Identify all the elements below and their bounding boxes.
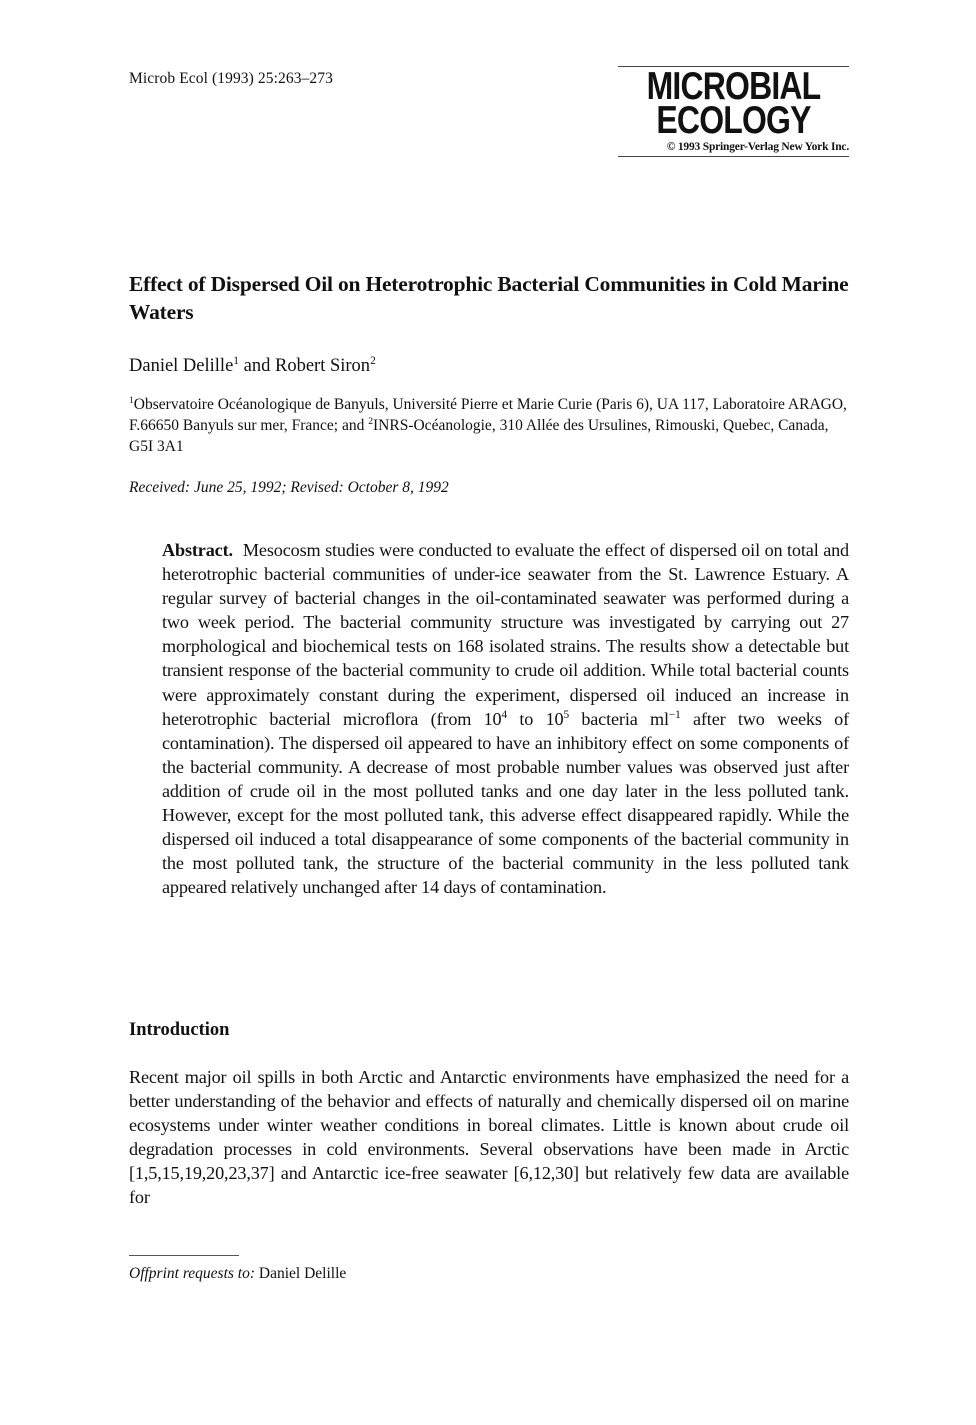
exponent: 4	[501, 708, 507, 721]
journal-name-line2: ECOLOGY	[656, 99, 811, 142]
section-heading-introduction: Introduction	[129, 1020, 230, 1040]
abstract-text: bacteria ml	[568, 708, 669, 729]
exponent: −1	[668, 708, 681, 721]
author-joiner: and	[239, 356, 275, 376]
affiliation-mark: 1	[233, 354, 240, 367]
introduction-paragraph: Recent major oil spills in both Arctic and Antarctic environments have emphasized the need for a better understanding of the behavior and effects of naturally and chemically dispersed oil on marine ecosystems under winter weather conditions in boreal climates. Little is known about crude oil degradation processes in cold environments. Several observations have been made in Arctic [1,5,15,19,20,23,37] and Antarctic ice-free seawater [6,12,30] but relatively few data are available for	[129, 1067, 849, 1208]
affiliation-mark: 1	[129, 394, 134, 406]
article-title: Effect of Dispersed Oil on Heterotrophic Bacterial Communities in Cold Marine Waters	[129, 272, 849, 324]
abstract-text: to 10	[507, 708, 564, 729]
footnote-label: Offprint requests to:	[129, 1265, 256, 1282]
copyright-notice: © 1993 Springer-Verlag New York Inc.	[666, 141, 849, 153]
author-list	[129, 356, 376, 377]
author-name: Daniel Delille	[129, 356, 234, 376]
received-revised-dates: Received: June 25, 1992; Revised: October 8, 1992	[129, 479, 449, 496]
abstract-label: Abstract.	[162, 540, 233, 560]
footnote	[129, 1265, 346, 1283]
footnote-name: Daniel Delille	[258, 1265, 347, 1282]
journal-masthead	[618, 66, 849, 157]
affiliations	[129, 394, 851, 457]
exponent: 5	[563, 708, 569, 721]
footnote-rule	[129, 1255, 239, 1256]
author-name: Robert Siron	[274, 356, 371, 376]
masthead-bottom-rule	[618, 156, 849, 157]
journal-name-line1: MICROBIAL	[646, 65, 821, 108]
affiliation-mark: 2	[368, 415, 374, 427]
journal-citation: Microb Ecol (1993) 25:263–273	[129, 70, 333, 87]
abstract	[162, 538, 849, 899]
affiliation-text: INRS-Océanologie, 310 Allée des Ursulines, Rimouski, Quebec, Canada, G5I 3A1	[129, 417, 829, 455]
abstract-text: Mesocosm studies were conducted to evaluate the effect of dispersed oil on total and heterotrophic bacterial communities of under-ice seawater from the St. Lawrence Estuary. A regular survey of bacterial changes in the oil-contaminated seawater was performed during a two week period. The bacterial community structure was investigated by carrying out 27 morphological and biochemical tests on 168 isolated strains. The results show a detectable but transient response of the bacterial community to crude oil addition. While total bacterial counts were approximately constant during the experiment, dispersed oil induced an increase in heterotrophic bacterial microflora (from 10	[162, 540, 849, 729]
abstract-text: after two weeks of contamination). The dispersed oil appeared to have an inhibitory effect on some components of the bacterial community. A decrease of most probable number values was observed just after addition of crude oil in the most polluted tanks and one day later in the less polluted tank. However, except for the most polluted tank, this adverse effect disappeared rapidly. While the dispersed oil induced a total disappearance of some components of the bacterial community in the most polluted tank, the structure of the bacterial community in the less polluted tank appeared relatively unchanged after 14 days of contamination.	[162, 708, 849, 898]
affiliation-mark: 2	[370, 354, 376, 367]
affiliation-text: Observatoire Océanologique de Banyuls, Université Pierre et Marie Curie (Paris 6), UA 117, Laboratoire ARAGO, F.66650 Banyuls sur mer, France; and	[129, 396, 847, 434]
